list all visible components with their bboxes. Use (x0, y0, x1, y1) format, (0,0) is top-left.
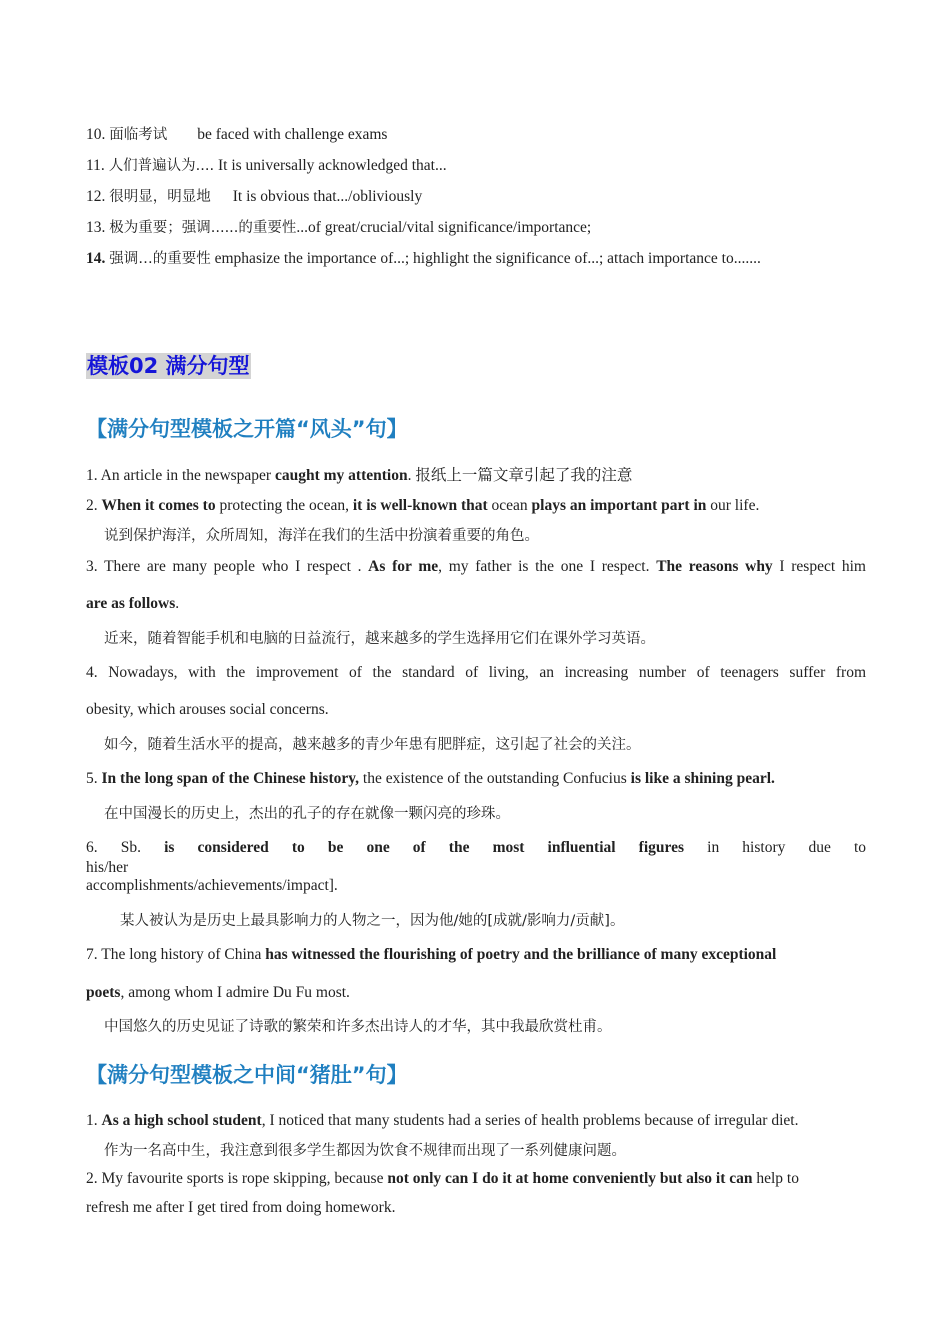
vocab-item-11: 11. 人们普遍认为.... It is universally acknowledged that... (86, 157, 447, 174)
sentence-4-translation: 如今，随着生活水平的提高，越来越多的青少年患有肥胖症，这引起了社会的关注。 (104, 737, 641, 753)
vocab-cn: 面临考试 (109, 127, 168, 143)
sentence-2: 2. When it comes to protecting the ocean, it is well-known that ocean plays an important part in our life. (86, 497, 760, 514)
vocab-item-12: 12. 很明显，明显地 It is obvious that.../obliviously (86, 188, 423, 205)
sentence-6: 6. Sb. is considered to be one of the most influential figures in history due to his/her (86, 839, 866, 876)
sentence-1: 1. An article in the newspaper caught my attention. 报纸上一篇文章引起了我的注意 (86, 467, 633, 484)
vocab-cn: 强调…的重要性 (109, 251, 211, 267)
section-title-middle: 【满分句型模板之中间“猪肚”句】 (86, 1063, 408, 1087)
middle-sentence-2: 2. My favourite sports is rope skipping, because not only can I do it at home conveniently but also it can help to (86, 1170, 799, 1187)
sentence-5-translation: 在中国漫长的历史上，杰出的孔子的存在就像一颗闪亮的珍珠。 (104, 806, 510, 822)
sentence-7-translation: 中国悠久的历史见证了诗歌的繁荣和许多杰出诗人的才华，其中我最欣赏杜甫。 (104, 1019, 612, 1035)
sentence-3: 3. There are many people who I respect . As for me, my father is the one I respect. The reasons why I respect him (86, 558, 866, 575)
sentence-7: 7. The long history of China has witnessed the flourishing of poetry and the brilliance of many exceptional (86, 946, 777, 963)
sentence-3-cont: are as follows. (86, 595, 180, 612)
vocab-item-14: 14. 强调…的重要性 emphasize the importance of...; highlight the significance of...; attach importance to....... (86, 250, 761, 267)
vocab-en: It is universally acknowledged that... (218, 157, 447, 174)
middle-sentence-2-cont: refresh me after I get tired from doing homework. (86, 1199, 396, 1216)
middle-sentence-1: 1. As a high school student, I noticed that many students had a series of health problems because of irregular diet. (86, 1112, 799, 1129)
vocab-cn: 人们普遍认为.... (108, 158, 215, 174)
vocab-cn: 极为重要；强调......的重要性 (109, 220, 297, 236)
vocab-en: It is obvious that.../obliviously (232, 188, 423, 205)
section-title-opening: 【满分句型模板之开篇“风头”句】 (86, 417, 408, 441)
vocab-en: be faced with challenge exams (197, 126, 388, 143)
vocab-item-10: 10. 面临考试 be faced with challenge exams (86, 126, 388, 143)
sentence-6-translation: 某人被认为是历史上最具影响力的人物之一，因为他/她的[成就/影响力/贡献]。 (120, 913, 625, 929)
sentence-5: 5. In the long span of the Chinese history, the existence of the outstanding Confucius is like a shining pearl. (86, 770, 775, 787)
sentence-7-cont: poets, among whom I admire Du Fu most. (86, 984, 350, 1001)
template-title: 模板02 满分句型 (87, 354, 250, 378)
sentence-2-translation: 说到保护海洋，众所周知，海洋在我们的生活中扮演着重要的角色。 (104, 528, 539, 544)
vocab-en: emphasize the importance of...; highlight the significance of...; attach importance to....... (214, 250, 761, 267)
sentence-4-cont: obesity, which arouses social concerns. (86, 701, 329, 718)
vocab-item-13: 13. 极为重要；强调......的重要性...of great/crucial/vital significance/importance; (86, 219, 592, 236)
sentence-4: 4. Nowadays, with the improvement of the standard of living, an increasing number of teenagers suffer from (86, 664, 867, 681)
sentence-6-cont: accomplishments/achievements/impact]. (86, 877, 338, 894)
middle-sentence-1-translation: 作为一名高中生，我注意到很多学生都因为饮食不规律而出现了一系列健康问题。 (104, 1143, 626, 1159)
vocab-en: ...of great/crucial/vital significance/importance; (296, 219, 592, 236)
sentence-3-translation: 近来，随着智能手机和电脑的日益流行，越来越多的学生选择用它们在课外学习英语。 (104, 631, 655, 647)
vocab-cn: 很明显，明显地 (109, 189, 211, 205)
